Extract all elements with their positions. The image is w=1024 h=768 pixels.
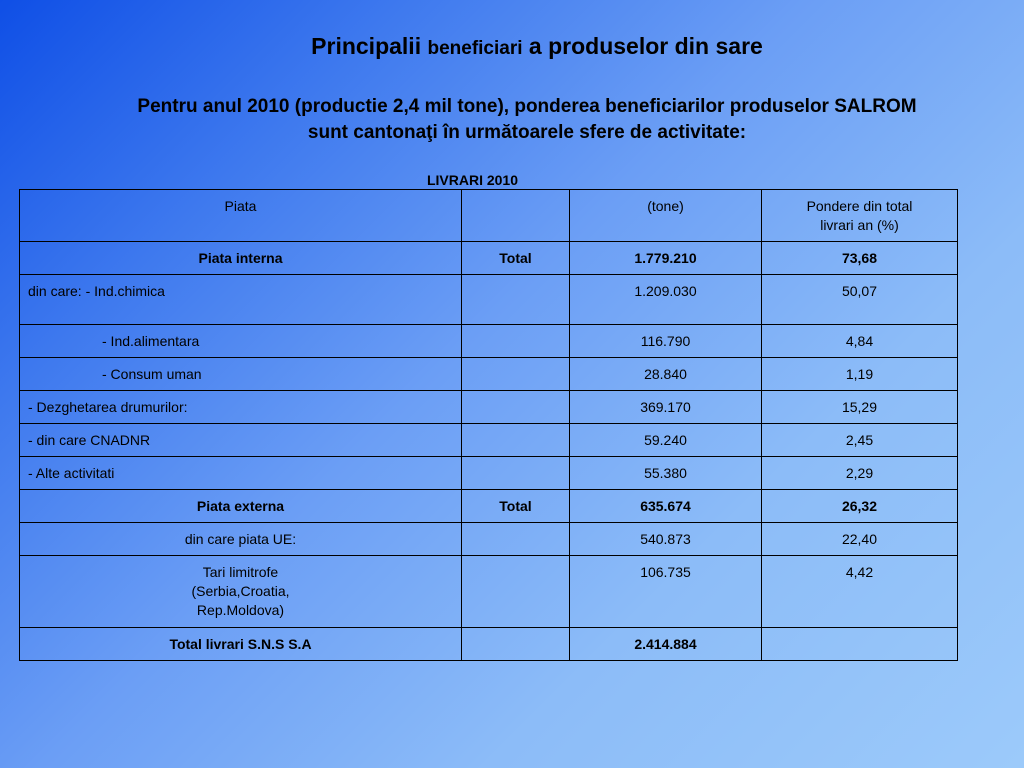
table-row <box>20 490 958 523</box>
row-total <box>462 325 570 358</box>
header-empty <box>462 190 570 242</box>
row-tone: 540.873 <box>570 523 762 556</box>
row-label: - Consum uman <box>20 358 462 391</box>
row-tone: 59.240 <box>570 424 762 457</box>
page-title <box>0 33 1024 60</box>
deliveries-table <box>19 189 958 661</box>
table-header-row <box>20 190 958 242</box>
row-pondere: 1,19 <box>762 358 958 391</box>
table-row <box>20 457 958 490</box>
row-tone: 635.674 <box>570 490 762 523</box>
table-row <box>20 391 958 424</box>
row-label: din care: - Ind.chimica <box>20 275 462 325</box>
row-total <box>462 358 570 391</box>
row-pondere: 26,32 <box>762 490 958 523</box>
row-label <box>20 556 462 628</box>
row-tone: 106.735 <box>570 556 762 628</box>
row-pondere: 73,68 <box>762 242 958 275</box>
header-pondere-line-1: Pondere din total <box>806 198 913 214</box>
table-row <box>20 325 958 358</box>
row-tone: 1.209.030 <box>570 275 762 325</box>
subtitle-line-2: sunt cantonaţi în următoarele sfere de activitate: <box>307 122 747 143</box>
header-pondere-line-2: livrari an (%) <box>820 217 899 233</box>
row-label-line-3: Rep.Moldova) <box>196 602 285 618</box>
row-label-line-2: (Serbia,Croatia, <box>191 583 290 599</box>
table-row <box>20 628 958 661</box>
title-part-1: Principalii <box>311 33 422 59</box>
table-caption: LIVRARI 2010 <box>426 172 519 188</box>
row-tone: 55.380 <box>570 457 762 490</box>
row-tone: 116.790 <box>570 325 762 358</box>
row-label: din care piata UE: <box>20 523 462 556</box>
row-label-line-1: Tari limitrofe <box>202 564 279 580</box>
row-total <box>462 391 570 424</box>
table-row <box>20 556 958 628</box>
subtitle-line-1: Pentru anul 2010 (productie 2,4 mil tone), ponderea beneficiarilor produselor SALROM <box>137 96 917 117</box>
header-pondere <box>762 190 958 242</box>
row-pondere: 4,84 <box>762 325 958 358</box>
row-pondere: 15,29 <box>762 391 958 424</box>
row-pondere: 50,07 <box>762 275 958 325</box>
row-total <box>462 275 570 325</box>
header-tone: (tone) <box>570 190 762 242</box>
row-total <box>462 556 570 628</box>
row-total <box>462 457 570 490</box>
table-row <box>20 275 958 325</box>
row-tone: 28.840 <box>570 358 762 391</box>
row-tone: 1.779.210 <box>570 242 762 275</box>
row-pondere: 2,45 <box>762 424 958 457</box>
row-label: - Ind.alimentara <box>20 325 462 358</box>
table-row <box>20 424 958 457</box>
row-total <box>462 628 570 661</box>
title-part-2: beneficiari <box>427 38 523 59</box>
table-row <box>20 523 958 556</box>
row-pondere: 2,29 <box>762 457 958 490</box>
row-total <box>462 424 570 457</box>
page-subtitle <box>40 94 1014 146</box>
row-pondere: 4,42 <box>762 556 958 628</box>
row-label: Piata externa <box>20 490 462 523</box>
title-part-3: a produselor din sare <box>528 33 763 59</box>
row-label: Total livrari S.N.S S.A <box>20 628 462 661</box>
header-piata: Piata <box>20 190 462 242</box>
row-total: Total <box>462 490 570 523</box>
table-row <box>20 242 958 275</box>
row-tone: 2.414.884 <box>570 628 762 661</box>
row-label: - Dezghetarea drumurilor: <box>20 391 462 424</box>
row-pondere: 22,40 <box>762 523 958 556</box>
row-total <box>462 523 570 556</box>
row-label: Piata interna <box>20 242 462 275</box>
table-row <box>20 358 958 391</box>
row-label: - Alte activitati <box>20 457 462 490</box>
row-pondere <box>762 628 958 661</box>
row-tone: 369.170 <box>570 391 762 424</box>
row-total: Total <box>462 242 570 275</box>
row-label: - din care CNADNR <box>20 424 462 457</box>
